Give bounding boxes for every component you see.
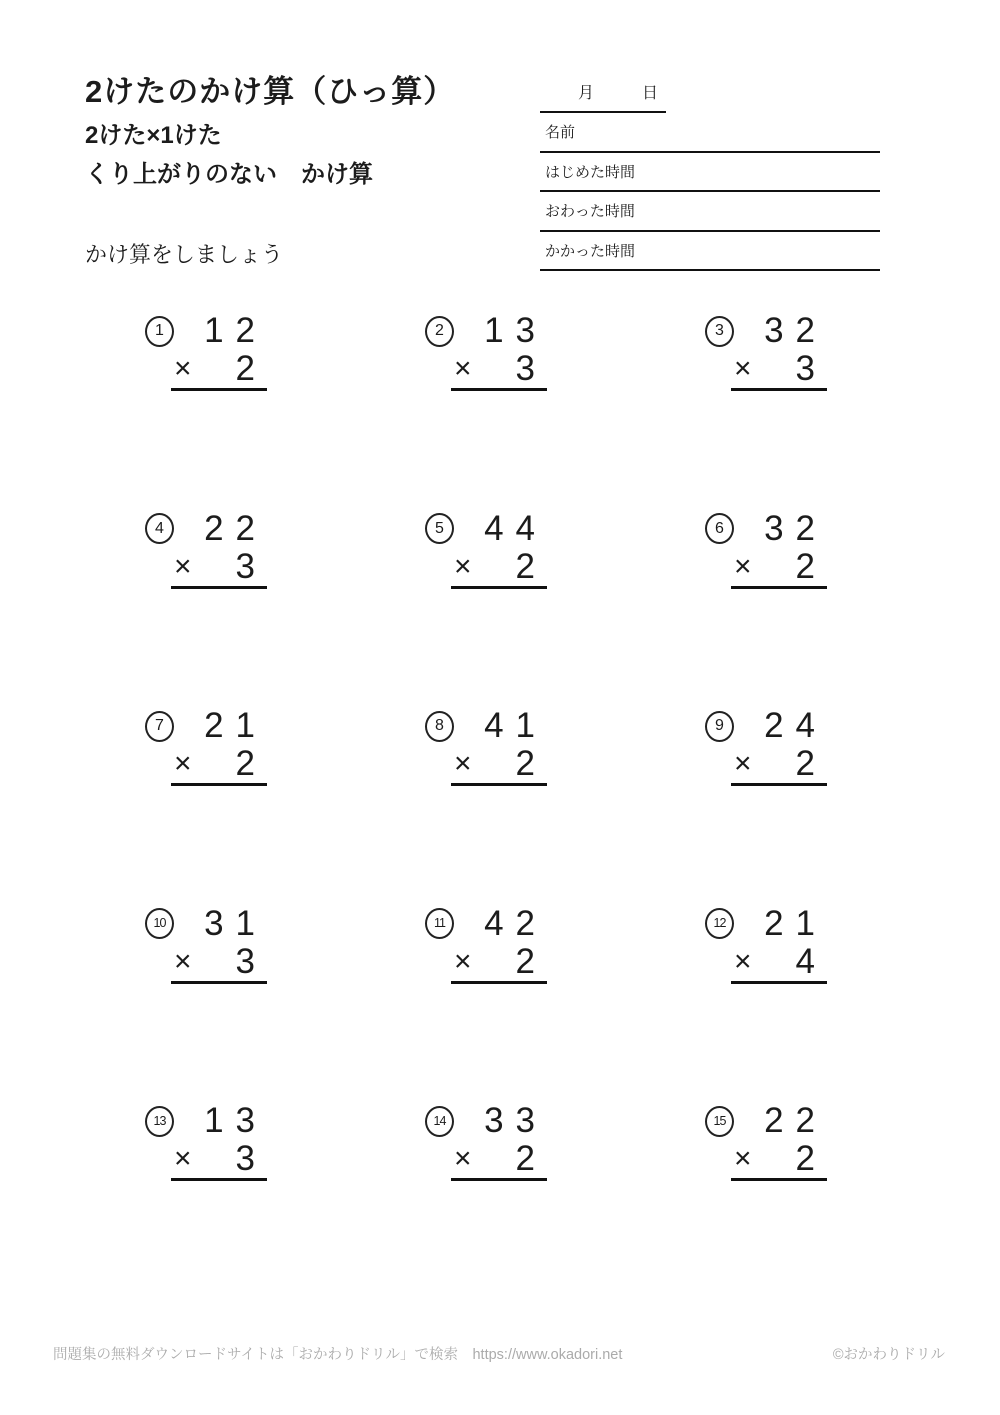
multiplicand: 31 [204, 903, 267, 943]
start-time-field [540, 153, 880, 193]
multiplier: 2 [795, 1139, 827, 1178]
name-date-box [540, 80, 880, 271]
multiply-icon: × [174, 352, 192, 385]
problem-4 [145, 510, 267, 708]
problem-number-badge: 15 [705, 1106, 734, 1137]
problem-top-row [145, 510, 267, 548]
multiply-icon: × [454, 944, 472, 978]
problem-operator-row [451, 1140, 547, 1178]
multiplicand: 13 [204, 1101, 267, 1140]
multiplier: 2 [235, 744, 267, 783]
name-field [540, 113, 880, 153]
problem-operator-row [171, 745, 267, 783]
multiply-icon: × [174, 549, 192, 583]
problem-top-row [425, 707, 547, 745]
elapsed-time-label: かかった時間 [545, 242, 636, 260]
problem-13 [145, 1102, 267, 1300]
problem-operator-row [731, 548, 827, 586]
multiply-icon: × [174, 944, 192, 978]
problem-3 [705, 312, 827, 510]
month-label: 月 [578, 85, 595, 102]
footer-site-info: 問題集の無料ダウンロードサイトは「おかわりドリル」で検索 https://www.okadori.net [53, 1347, 623, 1363]
problem-number-badge: 5 [425, 513, 454, 544]
problem-5 [425, 510, 547, 708]
end-time-label: おわった時間 [545, 203, 635, 221]
problem-operator-row [731, 745, 827, 783]
multiplicand: 44 [484, 508, 547, 548]
problem-6 [705, 510, 827, 708]
multiply-icon: × [734, 747, 752, 780]
problem-9 [705, 707, 827, 905]
multiplicand: 13 [484, 311, 547, 350]
problem-top-row [425, 905, 547, 943]
problem-number-badge: 6 [705, 513, 734, 544]
footer-copyright: ©おかわりドリル [832, 1347, 945, 1363]
subtitle-digits: 2けた×1けた [85, 122, 222, 149]
multiplicand: 32 [764, 311, 827, 350]
problem-top-row [425, 312, 547, 350]
multiply-icon: × [174, 747, 192, 780]
elapsed-time-field [540, 232, 880, 272]
multiply-icon: × [454, 352, 472, 385]
problem-15 [705, 1102, 827, 1300]
problem-top-row [145, 1102, 267, 1140]
problem-top-row [145, 312, 267, 350]
problem-operator-row [731, 1140, 827, 1178]
problem-top-row [145, 707, 267, 745]
start-time-label: はじめた時間 [545, 163, 636, 181]
multiplier: 3 [235, 941, 267, 981]
multiplicand: 41 [484, 706, 547, 745]
multiplier: 3 [515, 349, 547, 388]
problem-operator-row [731, 943, 827, 981]
problem-2 [425, 312, 547, 510]
problem-operator-row [171, 943, 267, 981]
problem-number-badge: 1 [145, 316, 174, 347]
problem-number-badge: 13 [145, 1106, 174, 1137]
multiplier: 2 [515, 941, 547, 981]
problem-top-row [705, 707, 827, 745]
problem-operator-row [171, 548, 267, 586]
name-label: 名前 [545, 124, 576, 142]
problem-number-badge: 11 [425, 908, 454, 939]
date-field [540, 80, 666, 113]
multiplicand: 21 [204, 706, 267, 745]
problem-number-badge: 14 [425, 1106, 454, 1137]
multiplier: 2 [795, 546, 827, 586]
problem-operator-row [451, 943, 547, 981]
problem-number-badge: 10 [145, 908, 174, 939]
multiplier: 4 [795, 941, 827, 981]
multiplier: 3 [235, 546, 267, 586]
instruction-text: かけ算をしましょう [85, 242, 284, 267]
multiplicand: 33 [484, 1101, 547, 1140]
problem-number-badge: 8 [425, 711, 454, 742]
day-label: 日 [642, 85, 659, 102]
problem-operator-row [171, 1140, 267, 1178]
problem-operator-row [731, 350, 827, 388]
multiplicand: 42 [484, 903, 547, 943]
problem-top-row [705, 510, 827, 548]
multiplier: 2 [795, 744, 827, 783]
problem-top-row [425, 1102, 547, 1140]
problem-operator-row [451, 745, 547, 783]
multiply-icon: × [734, 1142, 752, 1175]
problem-number-badge: 3 [705, 316, 734, 347]
problem-top-row [705, 1102, 827, 1140]
header [85, 72, 455, 191]
problem-11 [425, 905, 547, 1103]
problem-top-row [705, 312, 827, 350]
multiplicand: 24 [764, 706, 827, 745]
multiplier: 2 [235, 349, 267, 388]
problem-operator-row [171, 350, 267, 388]
problem-14 [425, 1102, 547, 1300]
problem-number-badge: 7 [145, 711, 174, 742]
multiplier: 3 [795, 349, 827, 388]
multiplicand: 32 [764, 508, 827, 548]
multiplier: 2 [515, 1139, 547, 1178]
multiplier: 2 [515, 744, 547, 783]
multiplicand: 22 [764, 1101, 827, 1140]
problem-7 [145, 707, 267, 905]
problem-top-row [145, 905, 267, 943]
multiply-icon: × [454, 747, 472, 780]
problem-number-badge: 9 [705, 711, 734, 742]
problem-number-badge: 4 [145, 513, 174, 544]
multiplicand: 12 [204, 311, 267, 350]
multiply-icon: × [454, 549, 472, 583]
problem-12 [705, 905, 827, 1103]
multiplier: 3 [235, 1139, 267, 1178]
multiplicand: 22 [204, 508, 267, 548]
problem-operator-row [451, 350, 547, 388]
problem-number-badge: 12 [705, 908, 734, 939]
problem-10 [145, 905, 267, 1103]
end-time-field [540, 192, 880, 232]
problem-8 [425, 707, 547, 905]
multiplier: 2 [515, 546, 547, 586]
page-title: 2けたのかけ算（ひっ算） [85, 74, 456, 109]
multiply-icon: × [734, 944, 752, 978]
multiply-icon: × [174, 1142, 192, 1175]
problem-1 [145, 312, 267, 510]
problem-number-badge: 2 [425, 316, 454, 347]
multiply-icon: × [734, 352, 752, 385]
multiply-icon: × [734, 549, 752, 583]
problem-top-row [425, 510, 547, 548]
problem-top-row [705, 905, 827, 943]
multiplicand: 21 [764, 903, 827, 943]
subtitle-no-carry: くり上がりのない かけ算 [85, 161, 373, 188]
problem-operator-row [451, 548, 547, 586]
multiply-icon: × [454, 1142, 472, 1175]
problems-grid [145, 312, 985, 1300]
